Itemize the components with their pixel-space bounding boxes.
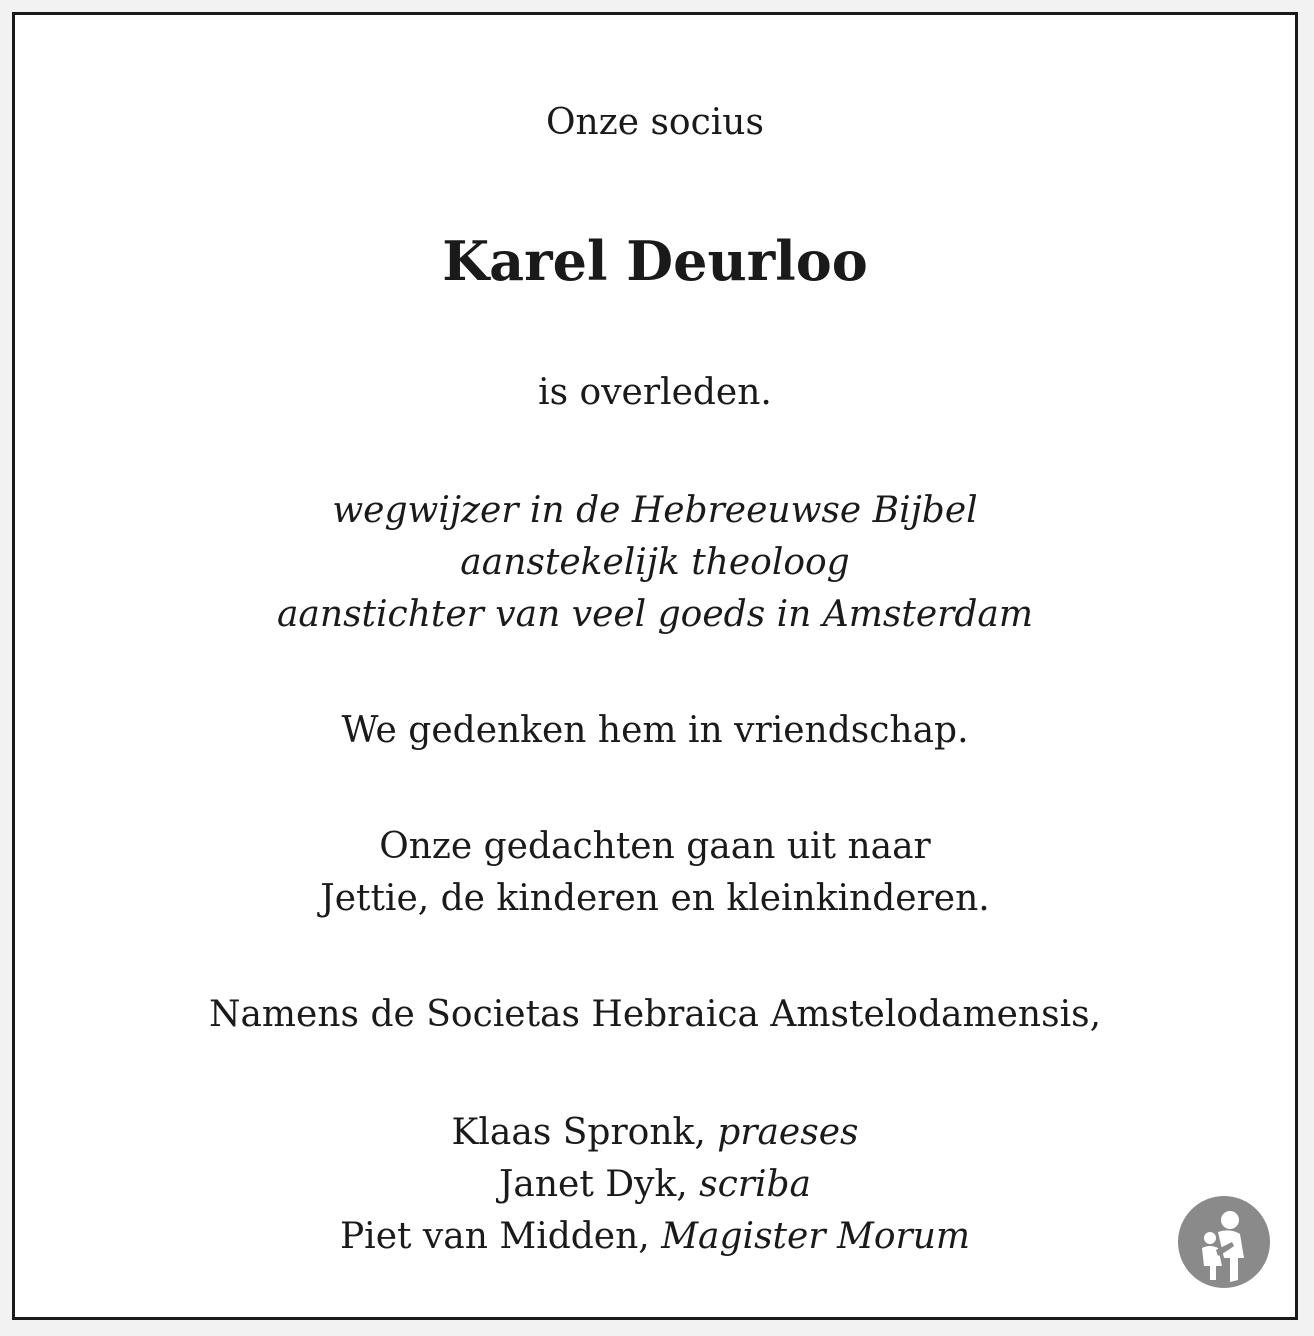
deceased-name: Karel Deurloo xyxy=(442,229,868,293)
on-behalf-text: Namens de Societas Hebraica Amstelodamensis, xyxy=(208,994,1102,1035)
signatory-name: Klaas Spronk, xyxy=(451,1112,718,1153)
signatory-name: Piet van Midden, xyxy=(339,1216,662,1257)
remembrance-text: We gedenken hem in vriendschap. xyxy=(341,710,969,751)
announcement-text: is overleden. xyxy=(538,372,772,413)
signatory-name: Janet Dyk, xyxy=(498,1164,700,1205)
mourning-figures-icon[interactable] xyxy=(1178,1196,1270,1288)
signatory xyxy=(15,1107,1295,1159)
tribute-line: aanstichter van veel goeds in Amsterdam xyxy=(276,594,1034,635)
signatory-role: scriba xyxy=(699,1164,812,1205)
tribute-line: aanstekelijk theoloog xyxy=(460,542,850,583)
tribute-line: wegwijzer in de Hebreeuwse Bijbel xyxy=(332,490,978,531)
signatory xyxy=(15,1159,1295,1211)
condolence-line: Jettie, de kinderen en kleinkinderen. xyxy=(320,878,990,919)
signatory-role: praeses xyxy=(717,1112,859,1153)
signatory-role: Magister Morum xyxy=(661,1216,971,1257)
obituary-notice xyxy=(12,12,1298,1320)
intro-text: Onze socius xyxy=(546,102,764,143)
signatory xyxy=(15,1211,1295,1263)
condolence-line: Onze gedachten gaan uit naar xyxy=(379,826,931,867)
